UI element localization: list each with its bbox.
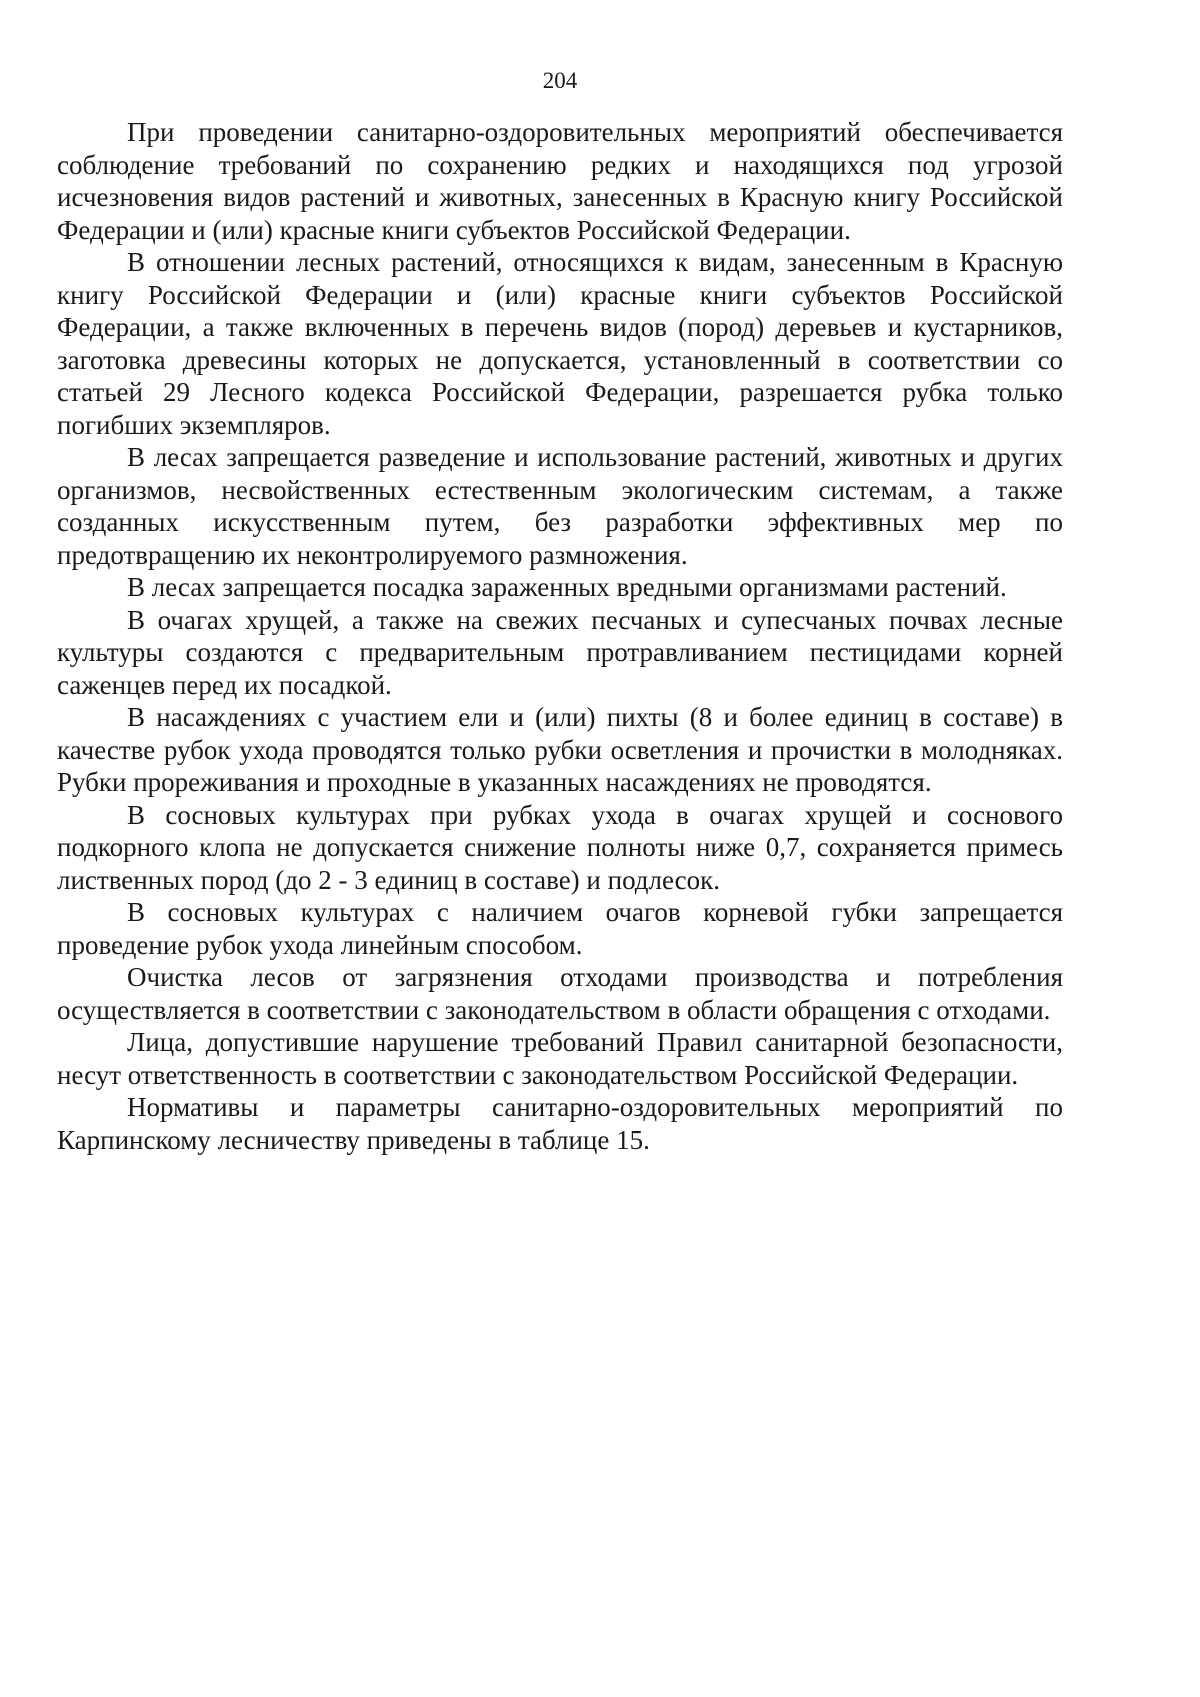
document-body [57,116,1063,1156]
paragraph: В лесах запрещается разведение и использование растений, животных и других организмов, несвойственных естественным экологическим системам, а также созданных искусственным путем, без разработки эффективных мер по предотвращению их неконтролируемого размножения. [57,442,1063,570]
paragraph: Нормативы и параметры санитарно-оздоровительных мероприятий по Карпинскому лесничеству приведены в таблице 15. [57,1092,1063,1155]
paragraph: В отношении лесных растений, относящихся к видам, занесенным в Красную книгу Российской Федерации и (или) красные книги субъектов Российской Федерации, а также включенных в перечень видов (пород) деревьев и кустарников, заготовка древесины которых не допускается, установленный в соответствии со статьей 29 Лесного кодекса Российской Федерации, разрешается рубка только погибших экземпляров. [57,247,1063,440]
paragraph: При проведении санитарно-оздоровительных мероприятий обеспечивается соблюдение требований по сохранению редких и находящихся под угрозой исчезновения видов растений и животных, занесенных в Красную книгу Российской Федерации и (или) красные книги субъектов Российской Федерации. [57,117,1063,245]
paragraph: В лесах запрещается посадка зараженных вредными организмами растений. [127,572,1007,602]
paragraph: В насаждениях с участием ели и (или) пихты (8 и более единиц в составе) в качестве рубок ухода проводятся только рубки осветления и прочистки в молодняках. Рубки прореживания и проходные в указанных насаждениях не проводятся. [57,702,1063,797]
paragraph: В очагах хрущей, а также на свежих песчаных и супесчаных почвах лесные культуры создаются с предварительным протравливанием пестицидами корней саженцев перед их посадкой. [57,604,1063,700]
paragraph: Очистка лесов от загрязнения отходами производства и потребления осуществляется в соответствии с законодательством в области обращения с отходами. [57,962,1063,1025]
paragraph: В сосновых культурах при рубках ухода в очагах хрущей и соснового подкорного клопа не допускается снижение полноты ниже 0,7, сохраняется примесь лиственных пород (до 2 - 3 единиц в составе) и подлесок. [57,799,1063,895]
page-number: 204 [542,68,578,93]
paragraph: Лица, допустившие нарушение требований Правил санитарной безопасности, несут ответственность в соответствии с законодательством Российской Федерации. [57,1027,1063,1090]
paragraph: В сосновых культурах с наличием очагов корневой губки запрещается проведение рубок ухода линейным способом. [57,897,1063,960]
